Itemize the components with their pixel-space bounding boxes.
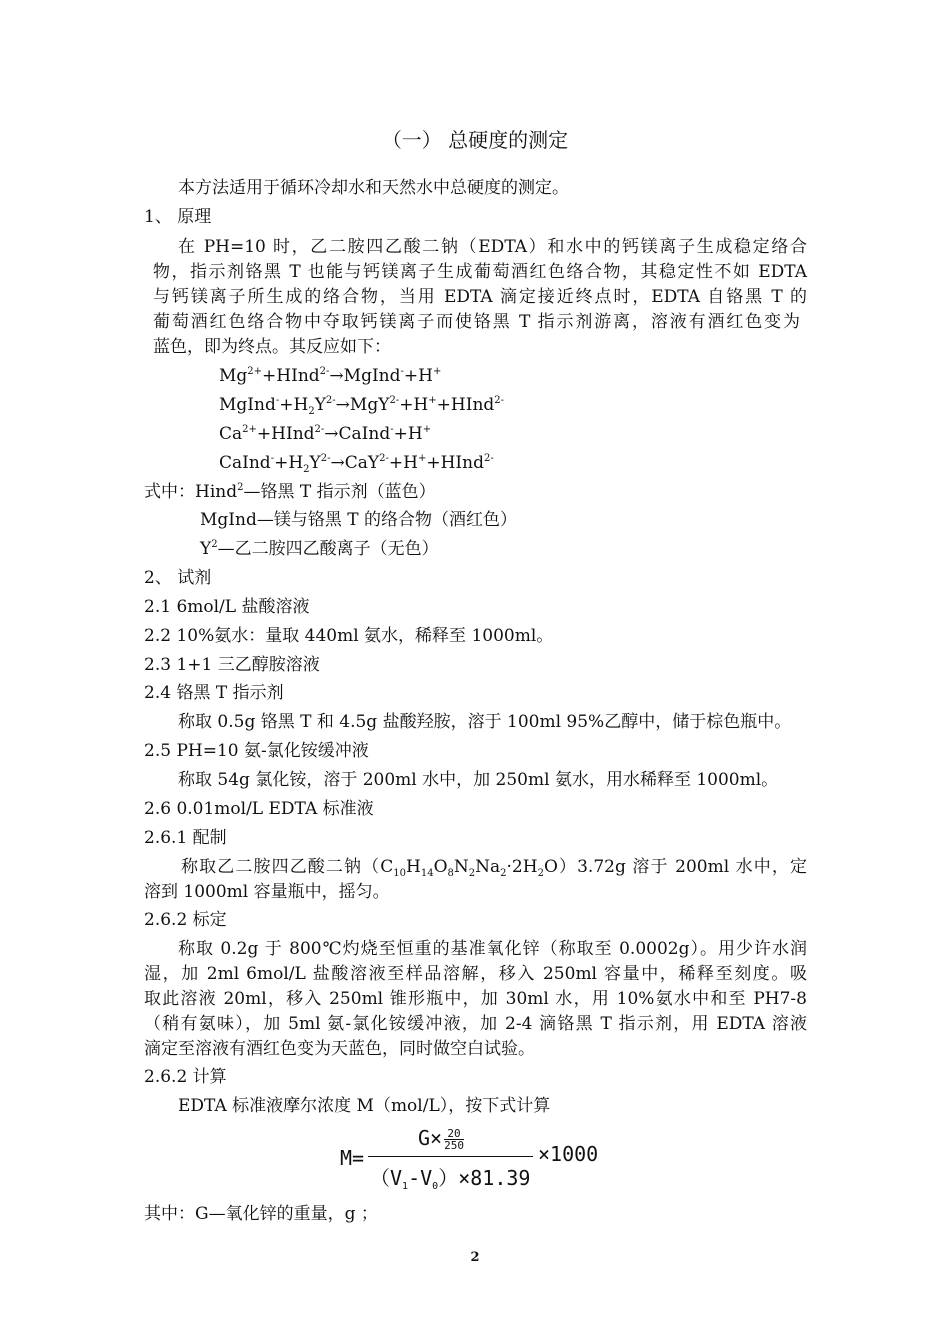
fraction-bar	[368, 1156, 533, 1157]
principle-line-5: 蓝色，即为终点。其反应如下：	[153, 337, 391, 357]
where-text: 其中：G—氧化锌的重量，g ；	[144, 1204, 378, 1224]
legend-hind: 式中：Hind$^2$—铬黑 T 指示剂（蓝色）	[144, 482, 436, 502]
legend-y: $Y^2—$乙二胺四乙酸离子（无色）	[200, 539, 439, 559]
reaction-3: $Ca^{2+}+HInd^{2-}\to CaInd^-+H^+$	[219, 424, 432, 444]
principle-line-4: 葡萄酒红色络合物中夺取钙镁离子而使铬黑 T 指示剂游离，溶液有酒红色变为	[153, 312, 800, 332]
principle-line-2: 物，指示剂铬黑 T 也能与钙镁离子生成葡萄酒红色络合物，其稳定性不如 EDTA	[153, 262, 807, 282]
section-1-heading: 1、 原理	[144, 207, 212, 227]
calibration-line-1: 称取 0.2g 于 800℃灼烧至恒重的基准氧化锌（称取至 0.0002g）。用少许水润	[178, 939, 807, 959]
item-2-6-2: 2.6.2 标定	[144, 910, 227, 930]
item-2-6-2-calc: 2.6.2 计算	[144, 1067, 227, 1087]
item-2-3: 2.3 1+1 三乙醇胺溶液	[144, 655, 320, 675]
item-2-4: 2.4 铬黑 T 指示剂	[144, 683, 284, 703]
item-2-6-1-line-2: 溶到 1000ml 容量瓶中，摇匀。	[144, 882, 390, 902]
calibration-line-4: （稍有氨味），加 5ml 氨-氯化铵缓冲液，加 2-4 滴铬黑 T 指示剂，用 EDTA 溶液	[144, 1014, 807, 1034]
reaction-4: $CaInd^-+H_2Y^{2-}\to CaY^{2-}+H^++HInd^{2-}$	[219, 453, 494, 475]
formula-denominator: $(V_1-V_0)\times 81.39$	[370, 1166, 531, 1192]
reaction-1: $Mg^{2+}+HInd^{2-}\to MgInd^-+H^+$	[219, 366, 442, 386]
intro-text: 本方法适用于循环冷却水和天然水中总硬度的测定。	[178, 178, 569, 198]
item-2-5: 2.5 PH=10 氨-氯化铵缓冲液	[144, 741, 369, 761]
formula-lhs: M=	[340, 1146, 365, 1170]
formula-rhs: ×1000	[538, 1142, 599, 1166]
formula-numerator: G× $\frac{20}{250}$	[418, 1126, 464, 1152]
item-2-4-text: 称取 0.5g 铬黑 T 和 4.5g 盐酸羟胺，溶于 100ml 95%乙醇中，储于棕色瓶中。	[178, 712, 792, 732]
item-2-2: 2.2 10%氨水：量取 440ml 氨水，稀释至 1000ml。	[144, 626, 554, 646]
calibration-line-5: 滴定至溶液有酒红色变为天蓝色，同时做空白试验。	[144, 1039, 535, 1059]
item-2-6: 2.6 0.01mol/L EDTA 标准液	[144, 799, 374, 819]
item-2-6-1: 2.6.1 配制	[144, 828, 227, 848]
calibration-line-3: 取此溶液 20ml，移入 250ml 锥形瓶中，加 30ml 水，用 10%氨水中和至 PH7-8	[144, 989, 807, 1009]
principle-line-1: 在 PH=10 时，乙二胺四乙酸二钠（EDTA）和水中的钙镁离子生成稳定络合	[178, 237, 807, 257]
legend-mgind: MgInd—镁与铬黑 T 的络合物（酒红色）	[200, 510, 517, 530]
item-2-5-text: 称取 54g 氯化铵，溶于 200ml 水中，加 250ml 氨水，用水稀释至 1000ml。	[178, 770, 779, 790]
reaction-2: $MgInd^-+H_2Y^{2-}\to MgY^{2-}+H^++HInd^{2-}$	[219, 395, 505, 417]
calibration-line-2: 湿，加 2ml 6mol/L 盐酸溶液至样品溶解，移入 250ml 容量中，稀释至刻度。吸	[144, 964, 807, 984]
molarity-formula	[340, 1124, 640, 1194]
item-2-6-1-line-1: 称取乙二胺四乙酸二钠$(C_{10}H_{14}O_8N_2Na_2\cdot 2H_2O)3.72g$ 溶于 200ml 水中，定	[181, 857, 807, 879]
calc-intro: EDTA 标准液摩尔浓度 M（mol/L），按下式计算	[178, 1096, 551, 1116]
principle-line-3: 与钙镁离子所生成的络合物，当用 EDTA 滴定接近终点时，EDTA 自铬黑 T 的	[153, 287, 807, 307]
section-title: （一） 总硬度的测定	[381, 128, 569, 152]
page-number: 2	[470, 1250, 480, 1265]
item-2-1: 2.1 6mol/L 盐酸溶液	[144, 597, 310, 617]
section-2-heading: 2、 试剂	[144, 568, 212, 588]
